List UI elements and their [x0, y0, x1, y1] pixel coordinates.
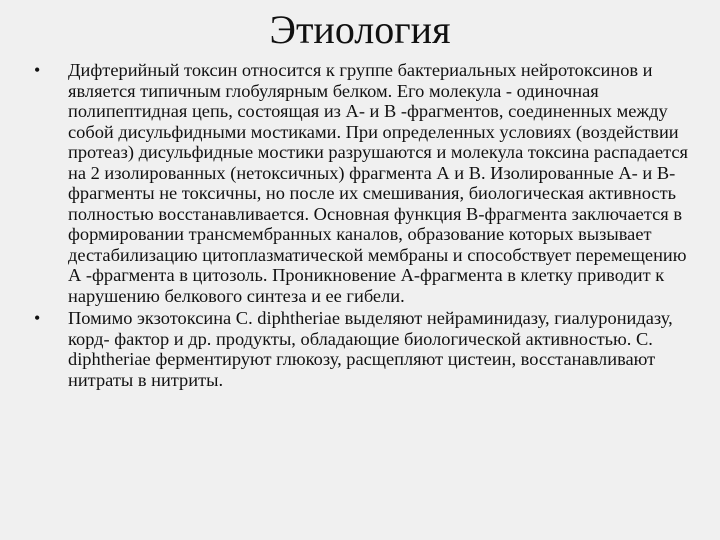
bullet-item: [30, 60, 692, 306]
bullet-text: Дифтерийный токсин относится к группе бактериальных нейротоксинов и является типичным глобулярным белком. Его молекула - одиночная полипептидная цепь, состоящая из А- и В -фрагментов, соединенных между собой дисульфидными мостиками. При определенных условиях (воздействии протеаз) дисульфидные мостики разрушаются и молекула токсина распадается на 2 изолированных (нетоксичных) фрагмента А и В. Изолированные А- и В-фрагменты не токсичны, но после их смешивания, биологическая активность полностью восстанавливается. Основная функция В-фрагмента заключается в формировании трансмембранных каналов, образование которых вызывает дестабилизацию цитоплазматической мембраны и способствует перемещению А -фрагмента в цитозоль. Проникновение А-фрагмента в клетку приводит к нарушению белкового синтеза и ее гибели.: [68, 60, 689, 306]
slide-title: Этиология: [269, 7, 451, 52]
bullet-item: [30, 308, 692, 390]
bullet-text: Помимо экзотоксина C. diphtheriae выделяют нейраминидазу, гиалуронидазу, корд- фактор и др. продукты, обладающие биологической активностью. C. diphtheriae ферментируют глюкозу, расщепляют цистеин, восстанавливают нитраты в нитриты.: [68, 308, 673, 390]
bullet-marker: •: [34, 60, 41, 80]
bullet-list: [30, 60, 692, 392]
bullet-marker: •: [34, 308, 41, 328]
